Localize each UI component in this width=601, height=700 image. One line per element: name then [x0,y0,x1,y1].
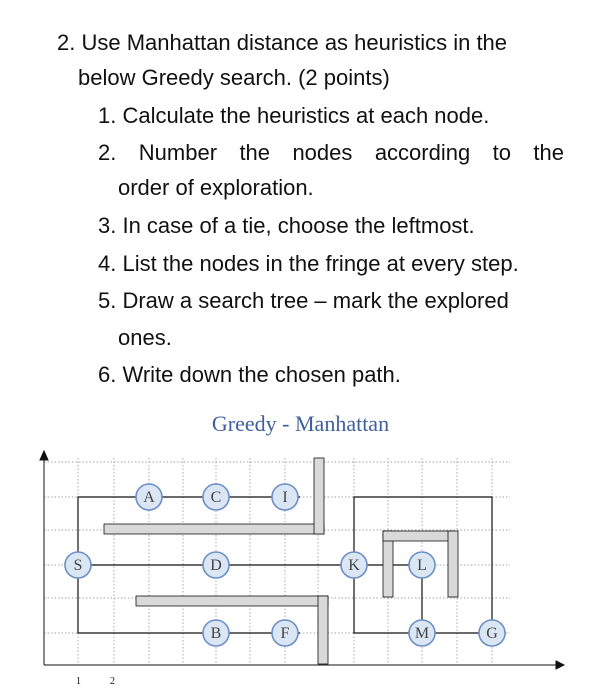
node-s-label: S [73,557,83,574]
node-c-label: C [210,489,222,506]
node-k-label: K [348,557,360,574]
step-5: 5. Draw a search tree – mark the explored [98,288,509,313]
x-tick-1: 1 [76,676,81,687]
node-b-label: B [210,625,222,642]
node-f-label: F [280,625,290,642]
node-l-label: L [417,557,427,574]
step-1: 1. Calculate the heuristics at each node. [98,103,490,128]
node-m-label: M [414,625,430,642]
node-d-label: D [210,557,222,574]
step-5-continuation: ones. [118,325,172,350]
question-line-2: below Greedy search. (2 points) [78,65,390,90]
step-2-continuation: order of exploration. [118,175,314,200]
step-3: 3. In case of a tie, choose the leftmost. [98,213,475,238]
node-i-label: I [282,489,288,506]
step-4: 4. List the nodes in the fringe at every step. [98,251,519,276]
step-2: 2. Number the nodes according to the [98,140,564,165]
question-line-1: 2. Use Manhattan distance as heuristics in the [57,30,508,55]
node-a-label: A [143,489,155,506]
diagram-title: Greedy - Manhattan [211,411,390,436]
node-g-label: G [486,625,498,642]
step-6: 6. Write down the chosen path. [98,362,401,387]
x-tick-2: 2 [110,676,115,687]
